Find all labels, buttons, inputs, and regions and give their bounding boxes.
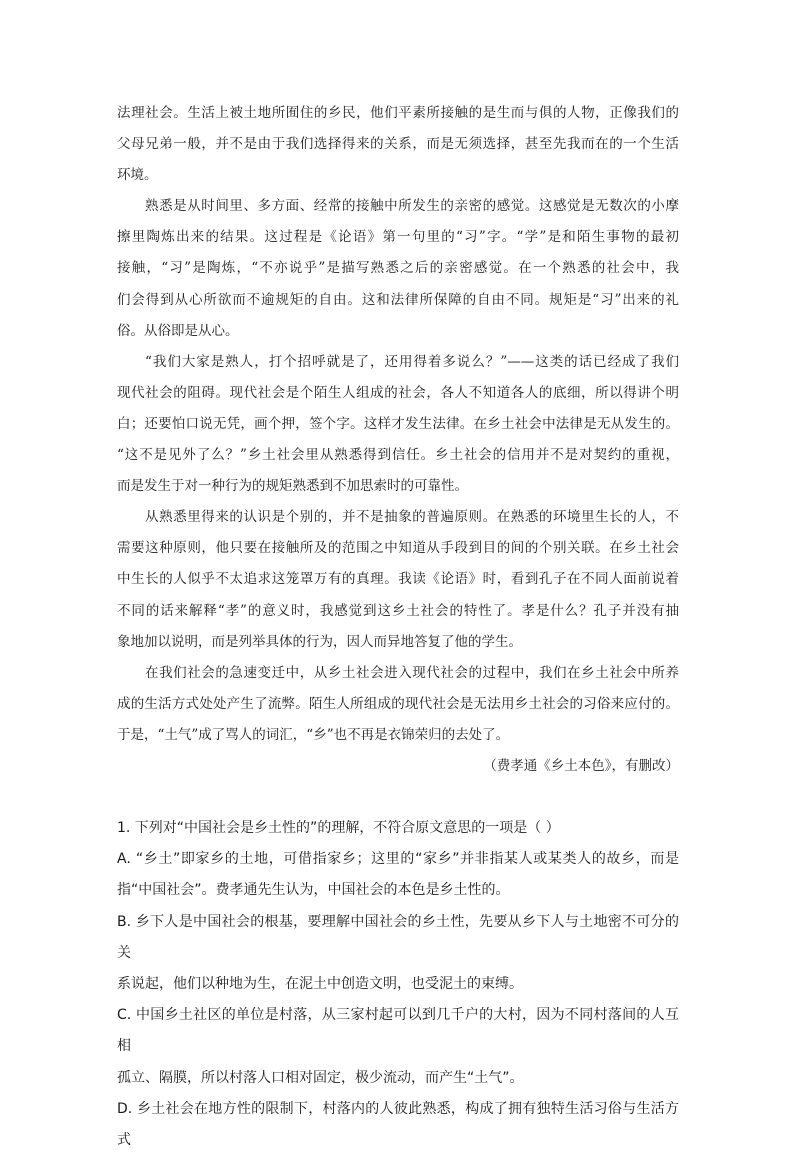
text-line: 现代社会的阻碍。现代社会是个陌生人组成的社会，各人不知道各人的底细，所以得讲个明 — [117, 384, 679, 401]
article-source: （费孝通《乡土本色》，有删改） — [483, 757, 679, 774]
text-line: 们会得到从心所欲而不逾规矩的自由。这和法律所保障的自由不同。规矩是“习”出来的礼 — [117, 291, 679, 308]
option-a-cont: 指“中国社会”。费孝通先生认为，中国社会的本色是乡土性的。 — [117, 882, 510, 899]
text-line: 从熟悉里得来的认识是个别的，并不是抽象的普遍原则。在熟悉的环境里生长的人，不 — [145, 509, 679, 526]
option-a: A. “乡土”即家乡的土地，可借指家乡；这里的“家乡”并非指某人或某类人的故乡，而是 — [117, 851, 679, 868]
text-line: 成的生活方式处处产生了流弊。陌生人所组成的现代社会是无法用乡土社会的习俗来应付的。 — [117, 695, 679, 712]
text-line: 环境。 — [117, 167, 158, 184]
text-line: 父母兄弟一般，并不是由于我们选择得来的关系，而是无须选择，甚至先我而在的一个生活 — [117, 136, 679, 153]
text-line: 擦里陶炼出来的结果。这过程是《论语》第一句里的“习”字。“学”是和陌生事物的最初 — [117, 229, 679, 246]
option-c-cont: 孤立、隔膜，所以村落人口相对固定，极少流动，而产生“土气”。 — [117, 1069, 524, 1086]
option-b-cont: 系说起，他们以种地为生，在泥土中创造文明，也受泥土的束缚。 — [117, 976, 523, 993]
option-d: D. 乡土社会在地方性的限制下，村落内的人彼此熟悉，构成了拥有独特生活习俗与生活方式 — [117, 1100, 679, 1149]
text-line: 需要这种原则，他只要在接触所及的范围之中知道从手段到目的间的个别关联。在乡土社会 — [117, 540, 679, 557]
question-block — [117, 813, 679, 1156]
text-line: “我们大家是熟人，打个招呼就是了，还用得着多说么？”——这类的话已经成了我们 — [145, 353, 679, 370]
text-line: 象地加以说明，而是列举具体的行为，因人而异地答复了他的学生。 — [117, 633, 522, 650]
text-line: “这不是见外了么？”乡土社会里从熟悉得到信任。乡土社会的信用并不是对契约的重视， — [117, 447, 679, 464]
text-line: 在我们社会的急速变迁中，从乡土社会进入现代社会的过程中，我们在乡土社会中所养 — [145, 664, 679, 681]
text-line: 于是，“土气”成了骂人的词汇，“乡”也不再是衣锦荣归的去处了。 — [117, 726, 510, 743]
option-b: B. 乡下人是中国社会的根基，要理解中国社会的乡土性，先要从乡下人与土地密不可分的关 — [117, 913, 679, 961]
text-line: 而是发生于对一种行为的规矩熟悉到不加思索时的可靠性。 — [117, 478, 468, 495]
text-line: 俗。从俗即是从心。 — [117, 322, 239, 339]
text-line: 不同的话来解释“孝”的意义时，我感觉到这乡土社会的特性了。孝是什么？孔子并没有抽 — [117, 602, 679, 619]
question-stem: 1. 下列对“中国社会是乡土性的”的理解，不符合原文意思的一项是（ ） — [117, 820, 560, 836]
text-line: 法理社会。生活上被土地所囿住的乡民，他们平素所接触的是生而与俱的人物，正像我们的 — [117, 105, 679, 121]
text-line: 熟悉是从时间里、多方面、经常的接触中所发生的亲密的感觉。这感觉是无数次的小摩 — [145, 198, 679, 215]
text-line: 接触，“习”是陶炼，“不亦说乎”是描写熟悉之后的亲密感觉。在一个熟悉的社会中，我 — [117, 260, 679, 277]
option-c: C. 中国乡土社区的单位是村落，从三家村起可以到几千户的大村，因为不同村落间的人互相 — [117, 1007, 679, 1055]
text-line: 白；还要怕口说无凭，画个押，签个字。这样才发生法律。在乡土社会中法律是无从发生的。 — [117, 415, 679, 432]
article-text — [117, 98, 679, 782]
text-line: 中生长的人似乎不太追求这笼罩万有的真理。我读《论语》时，看到孔子在不同人面前说着 — [117, 571, 679, 588]
